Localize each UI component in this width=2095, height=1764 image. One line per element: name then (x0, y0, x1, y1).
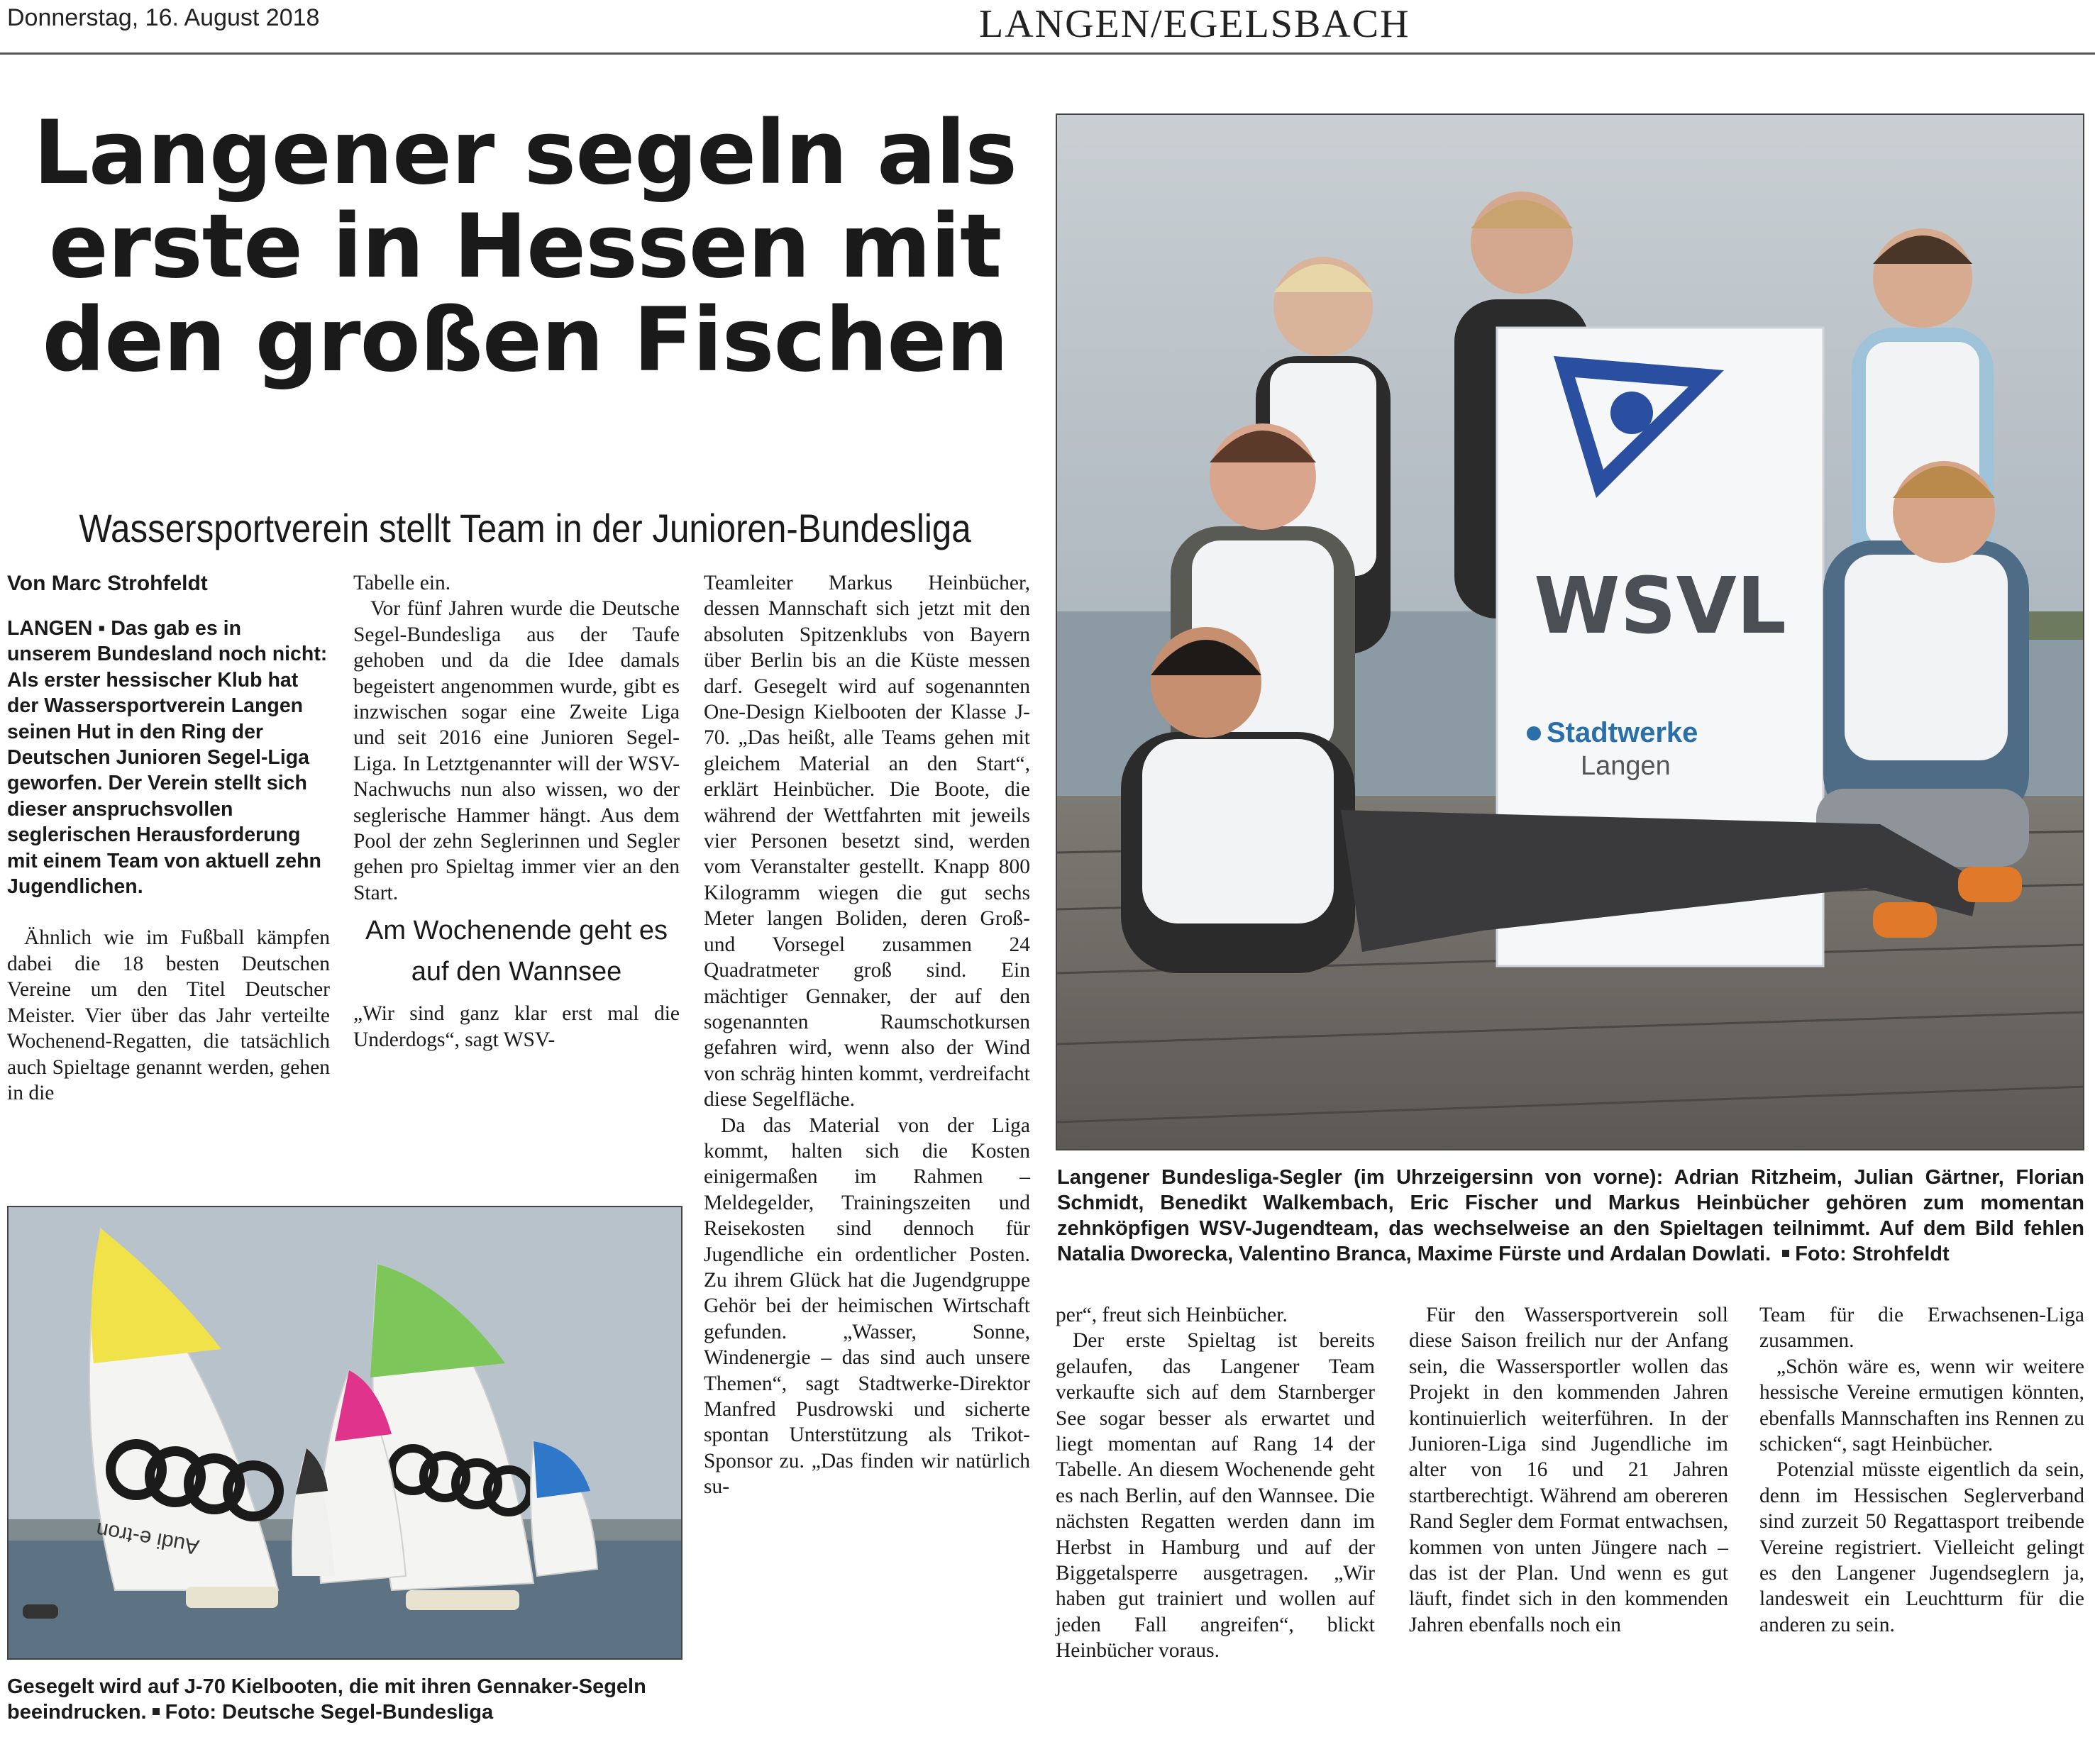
banner-text: WSVL (1534, 560, 1786, 651)
article-column-6 (1759, 1302, 2084, 1638)
article-paragraph: Teamleiter Markus Heinbücher, dessen Mannschaft sich jetzt mit den absoluten Spitzenklubs von Bayern über Berlin bis an die Küste messen darf. Gesegelt wird auf sogenannten One-Design Kielbooten der Klasse J-70. „Das heißt, alle Teams gehen mit gleichem Material an den Start“, erklärt Heinbücher. Die Boote, die während der Wettfahrten mit jeweils vier Personen besetzt sind, werden vom Veranstalter gestellt. Knapp 800 Kilogramm wiegen die gut sechs Meter langen Boliden, deren Groß- und Vorsegel zusammen 24 Quadratmeter groß sind. Ein mächtiger Gennaker, der auf den sogenannten Raumschotkursen gefahren wird, wenn also der Wind von schräg hinten kommt, verdreifacht diese Segelfläche. (704, 572, 1030, 1111)
banner-sponsor-1: Stadtwerke (1547, 717, 1698, 748)
banner-sponsor-2: Langen (1581, 751, 1671, 781)
sail-photo (7, 1206, 682, 1660)
headline-line-3: den großen Fischen (42, 289, 1008, 392)
article-paragraph: Da das Material von der Liga kommt, halten sich die Kosten einigermaßen im Rahmen – Meldegelder, Trainingszeiten und Reisekosten sind dennoch für Jugendliche ein ordentlicher Posten. Zu ihrem Glück hat die Jugendgruppe Gehör bei der heimischen Wirtschaft gefunden. „Wasser, Sonne, Windenergie – das sind auch unsere Themen“, sagt Stadtwerke-Direktor Manfred Pusdrowski und sicherte spontan Unterstützung als Trikot-Sponsor zu. „Das finden wir natürlich su- (704, 1114, 1030, 1499)
article-column-4 (1056, 1302, 1375, 1664)
article-paragraph: Der erste Spieltag ist bereits gelaufen, das Langener Team verkaufte sich auf dem Starnberger See sogar besser als erwartet und liegt momentan auf Rang 14 der Tabelle. An diesem Wochenende geht es nach Berlin, auf den Wannsee. Die nächsten Regatten werden dann im Herbst in Hamburg und auf der Biggetalsperre ausgetragen. „Wir haben gut trainiert und wollen auf jeden Fall angreifen“, blickt Heinbücher voraus. (1056, 1329, 1375, 1663)
section-title: LANGEN/EGELSBACH (979, 2, 1410, 46)
byline: Von Marc Strohfeldt (7, 572, 208, 595)
bullet-icon (1782, 1250, 1789, 1257)
header-rule (0, 52, 2095, 55)
article-paragraph: Ähnlich wie im Fußball kämpfen dabei die 18 besten Deutschen Vereine um den Titel Deutscher Meister. Vier über das Jahr verteilte Wochenend-Regatten, die tatsächlich auch Spieltage genannt werden, gehen in die (7, 926, 330, 1104)
sail-photo-credit: Foto: Deutsche Segel-Bundesliga (165, 1701, 494, 1724)
article-column-5 (1409, 1302, 1728, 1638)
subheadline: Wassersportverein stellt Team in der Junioren-Bundesliga (79, 506, 971, 550)
article-paragraph: Team für die Erwachsenen-Liga zusammen. (1759, 1304, 2084, 1353)
section-heading: Am Wochenende geht es auf den Wannsee (365, 916, 668, 987)
article-column-2 (353, 570, 680, 1053)
article-column-1 (7, 616, 330, 1106)
headline-line-2: erste in Hessen mit (48, 196, 1002, 298)
headline (14, 102, 1036, 392)
team-photo-caption (1057, 1165, 2084, 1267)
article-intro: LANGEN ▪ Das gab es in unserem Bundesland noch nicht: Als erster hessischer Klub hat der Wassersportverein Langen seinen Hut in den Ring der Deutschen Junioren Segel-Liga geworfen. Der Verein stellt sich dieser anspruchsvollen seglerischen Herausforderung mit einem Team von aktuell zehn Jugendlichen. (7, 617, 328, 899)
team-photo-credit: Foto: Strohfeldt (1795, 1243, 1950, 1265)
sail-photo-caption-text: Gesegelt wird auf J-70 Kielbooten, die mit ihren Gennaker-Segeln beeindrucken. (7, 1675, 646, 1724)
article-paragraph: Tabelle ein. (353, 572, 451, 594)
article-paragraph: „Schön wäre es, wenn wir weitere hessische Vereine ermutigen könnten, ebenfalls Mannschaften ins Rennen zu schicken“, sagt Heinbücher. (1759, 1355, 2084, 1456)
article-paragraph: Potenzial müsste eigentlich da sein, denn im Hessischen Seglerverband sind zurzeit 50 Regattasport treibende Vereine registriert. Vielleicht gelingt es den Langener Jugendseglern ja, landesweit ein Leuchtturm für die anderen zu sein. (1759, 1458, 2084, 1636)
headline-line-1: Langener segeln als (33, 102, 1017, 204)
article-column-3 (704, 570, 1030, 1500)
article-paragraph: „Wir sind ganz klar erst mal die Underdogs“, sagt WSV- (353, 1002, 680, 1051)
team-photo (1056, 113, 2084, 1150)
team-photo-image (1057, 115, 2084, 1150)
sail-photo-caption (7, 1674, 682, 1725)
sail-logo-text: Audi e-tron (94, 1517, 201, 1559)
article-paragraph: per“, freut sich Heinbücher. (1056, 1304, 1288, 1326)
bullet-icon (153, 1708, 160, 1715)
article-paragraph: Vor fünf Jahren wurde die Deutsche Segel-Bundesliga aus der Taufe gehoben und da die Idee damals begeistert angenommen wurde, gibt es inzwischen sogar eine Zweite Liga und seit 2016 eine Junioren Segel-Liga. In Letztgenannter will der WSV-Nachwuchs nun also wissen, wo der seglerische Hammer hängt. Aus dem Pool der zehn Seglerinnen und Segler gehen pro Spieltag immer vier an den Start. (353, 597, 680, 904)
article-paragraph: Für den Wassersportverein soll diese Saison freilich nur der Anfang sein, die Wassersportler wollen das Projekt in den kommenden Jahren kontinuierlich weiterführen. In der Junioren-Liga sind Jugendliche im alter von 16 und 21 Jahren startberechtigt. Während am obereren Rand Segler dem Format entwachsen, kommen von unten Jüngere nach – das ist der Plan. Und wenn es gut läuft, findet sich in den kommenden Jahren ebenfalls noch ein (1409, 1304, 1728, 1636)
sail-photo-image (9, 1207, 682, 1660)
team-photo-caption-text: Langener Bundesliga-Segler (im Uhrzeigersinn von vorne): Adrian Ritzheim, Julian Gärtner, Florian Schmidt, Benedikt Walkembach, Eric Fischer und Markus Heinbücher gehören zum momentan zehnköpfigen WSV-Jugendteam, das wechselweise an den Spieltagen teilnimmt. Auf dem Bild fehlen Natalia Dworecka, Valentino Branca, Maxime Fürste und Ardalan Dowlati. (1057, 1166, 2084, 1265)
publication-date: Donnerstag, 16. August 2018 (7, 4, 320, 31)
